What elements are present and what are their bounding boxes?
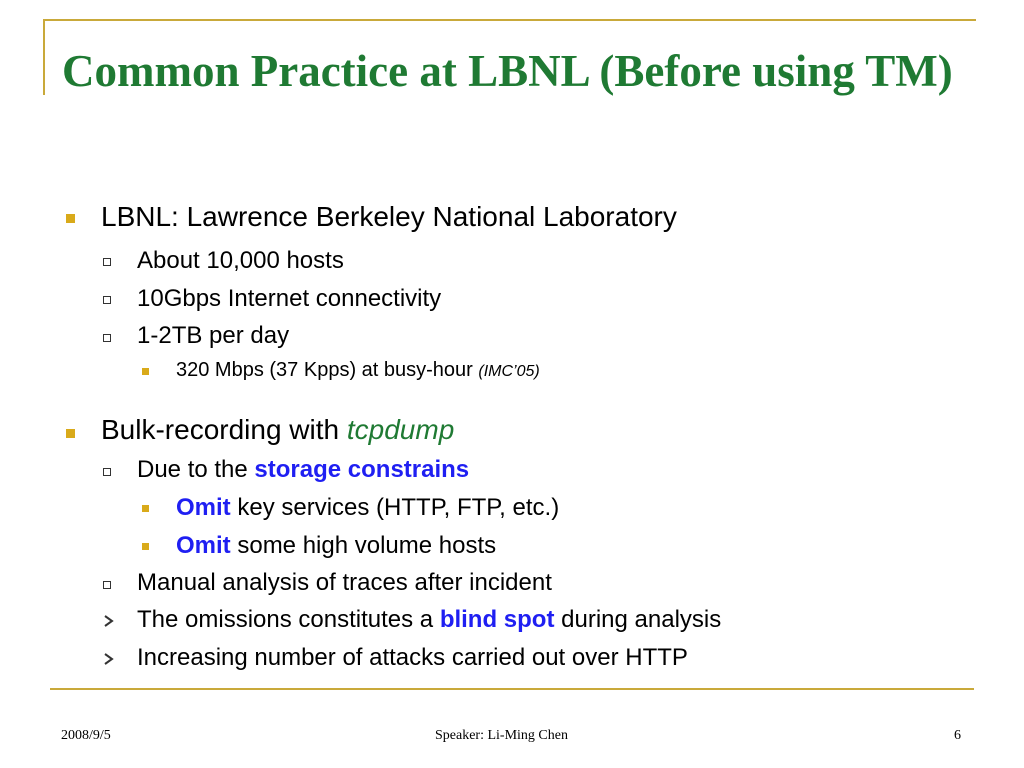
bullet-manual-analysis: Manual analysis of traces after incident: [137, 569, 552, 596]
bullet-http-attacks: Increasing number of attacks carried out over HTTP: [137, 644, 688, 671]
bullet-hosts: About 10,000 hosts: [137, 247, 344, 274]
bulk-recording-text: Bulk-recording with: [101, 414, 347, 445]
square-bullet-icon: [142, 543, 149, 550]
footer-date: 2008/9/5: [61, 728, 111, 743]
tcpdump-tool: tcpdump: [346, 414, 455, 445]
footer-speaker: Speaker: Li-Ming Chen: [435, 728, 568, 743]
square-bullet-icon: [142, 505, 149, 512]
storage-constrains-emphasis: storage constrains: [254, 456, 470, 483]
omit-emphasis: Omit: [176, 532, 231, 559]
arrow-bullet-icon: [102, 614, 116, 628]
hollow-square-bullet-icon: [103, 296, 111, 304]
omit-emphasis: Omit: [176, 494, 231, 521]
blind-spot-suffix: during analysis: [554, 606, 722, 633]
hollow-square-bullet-icon: [103, 581, 111, 589]
bullet-busy-hour: [176, 359, 540, 382]
bullet-lbnl: LBNL: Lawrence Berkeley National Laboratory: [101, 201, 677, 232]
omit-hosts-text: some high volume hosts: [230, 532, 497, 559]
square-bullet-icon: [66, 429, 75, 438]
hollow-square-bullet-icon: [103, 334, 111, 342]
footer-divider: [50, 688, 974, 690]
bullet-connectivity: 10Gbps Internet connectivity: [137, 285, 442, 312]
bullet-omit-hosts: [176, 532, 496, 560]
bullet-volume: 1-2TB per day: [137, 322, 290, 349]
imc-reference: (IMC’05): [478, 363, 540, 380]
omit-services-text: key services (HTTP, FTP, etc.): [230, 494, 560, 521]
blind-spot-prefix: The omissions constitutes a: [137, 606, 440, 633]
bullet-blind-spot: [137, 606, 721, 634]
busy-hour-text: 320 Mbps (37 Kpps) at busy-hour: [176, 359, 479, 381]
bullet-bulk-recording: [101, 414, 454, 446]
slide-title: Common Practice at LBNL (Before using TM): [62, 46, 953, 96]
hollow-square-bullet-icon: [103, 468, 111, 476]
square-bullet-icon: [66, 214, 75, 223]
blind-spot-emphasis: blind spot: [439, 606, 555, 633]
bullet-omit-services: [176, 494, 559, 522]
storage-prefix: Due to the: [137, 456, 255, 483]
hollow-square-bullet-icon: [103, 258, 111, 266]
arrow-bullet-icon: [102, 652, 116, 666]
square-bullet-icon: [142, 368, 149, 375]
bullet-storage: [137, 456, 469, 484]
footer-page-number: 6: [954, 728, 961, 743]
